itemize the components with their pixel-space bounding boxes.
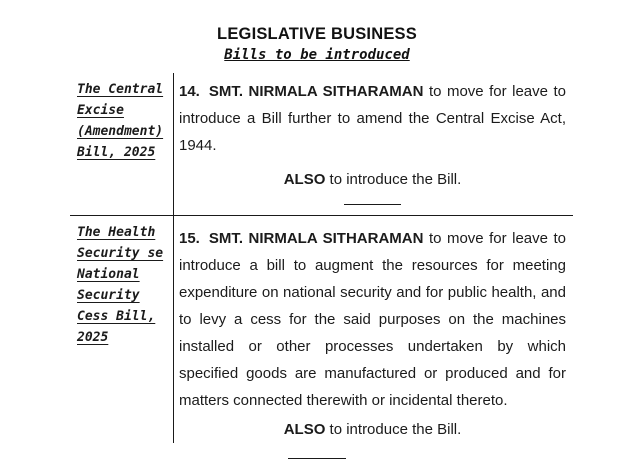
bills-table bbox=[70, 73, 573, 443]
page-subtitle: Bills to be introduced bbox=[224, 47, 410, 63]
motion-paragraph-15 bbox=[179, 225, 566, 414]
bill-row-14 bbox=[70, 73, 573, 216]
motion-text-14: to move for leave to introduce a Bill further to amend the Central Excise Act, 1944. bbox=[179, 83, 566, 154]
separator-rule-bottom bbox=[288, 458, 346, 459]
bill-row-15 bbox=[70, 216, 573, 443]
also-line-14 bbox=[179, 166, 566, 193]
page-title: LEGISLATIVE BUSINESS bbox=[217, 25, 417, 43]
also-label-14: ALSO bbox=[283, 171, 326, 188]
motion-text-15: to move for leave to introduce a bill to augment the resources for meeting expenditure on national security and for public health, and to levy a cess for the said purposes on the machines installed or other processes undertaken by which specified goods are manufactured or produced and for matters connected therewith or incidental thereto. bbox=[179, 230, 566, 409]
mover-name-15: SMT. NIRMALA SITHARAMAN bbox=[208, 230, 424, 247]
bill-motion-cell-14 bbox=[174, 73, 573, 215]
mover-name-14: SMT. NIRMALA SITHARAMAN bbox=[208, 83, 424, 100]
item-number-14: 14. bbox=[179, 83, 200, 100]
also-text-15: to introduce the Bill. bbox=[329, 421, 462, 438]
motion-paragraph-14 bbox=[179, 78, 566, 159]
bill-motion-cell-15 bbox=[174, 216, 573, 443]
page-header bbox=[0, 0, 634, 63]
bill-name-central-excise: The Central Excise (Amendment) Bill, 2025 bbox=[70, 73, 174, 215]
separator-rule-14 bbox=[344, 204, 401, 205]
bill-name-health-security: The Health Security se National Security Cess Bill, 2025 bbox=[70, 216, 174, 443]
also-line-15 bbox=[179, 416, 566, 443]
also-label-15: ALSO bbox=[283, 421, 326, 438]
item-number-15: 15. bbox=[179, 230, 200, 247]
also-text-14: to introduce the Bill. bbox=[329, 171, 462, 188]
